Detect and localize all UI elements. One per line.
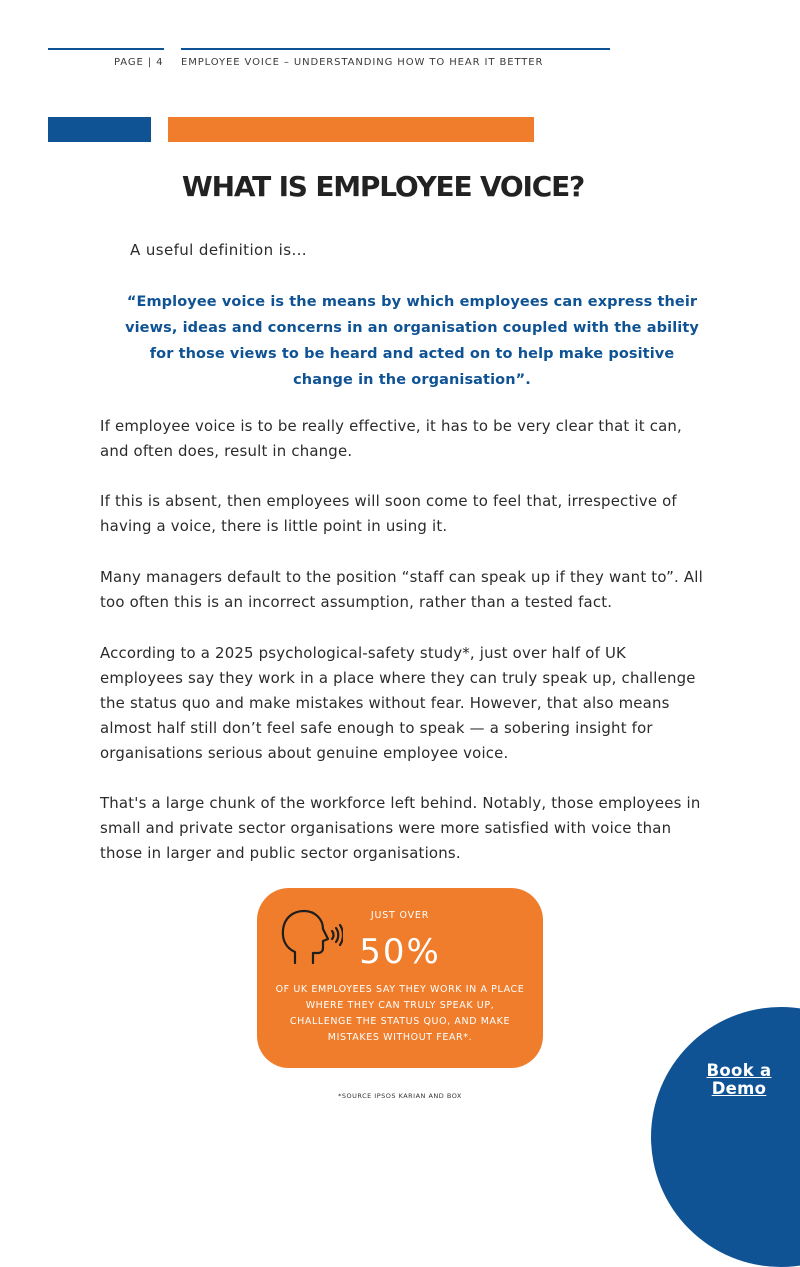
body-paragraph [100,641,750,766]
paragraph-line: the status quo and make mistakes without fear. However, that also means [100,694,670,712]
stat-value: 50% [359,932,441,972]
definition-quote: “Employee voice is the means by which employees can express their views, ideas and concerns in an organisation coupled with the ability for those views to be heard and acted on to help make positive change in the organisation”. [125,294,699,388]
book-demo-link[interactable]: Book a Demo [706,1061,772,1098]
paragraph-line: Many managers default to the position “staff can speak up if they want to”. All [100,568,703,586]
paragraph-line: employees say they work in a place where they can truly speak up, challenge [100,669,696,687]
paragraph-line: and often does, result in change. [100,442,353,460]
intro-text: A useful definition is... [130,241,307,259]
paragraph-line: having a voice, there is little point in using it. [100,517,448,535]
header-rule-right [181,48,610,50]
blue-accent-bar [48,117,151,142]
paragraph-line: almost half still don’t feel safe enough to speak — a sobering insight for [100,719,653,737]
orange-accent-bar [168,117,534,142]
page-number: PAGE | 4 [114,57,164,68]
body-paragraph [100,565,750,615]
demo-corner-circle [651,1007,800,1267]
paragraph-line: That's a large chunk of the workforce left behind. Notably, those employees in [100,794,701,812]
body-paragraph [100,791,750,866]
stat-prefix: JUST OVER [370,910,430,921]
stat-callout-card [257,888,543,1068]
body-paragraph [100,414,750,464]
body-paragraph [100,489,750,539]
paragraph-line: If this is absent, then employees will soon come to feel that, irrespective of [100,492,677,510]
document-title: EMPLOYEE VOICE – UNDERSTANDING HOW TO HEAR IT BETTER [181,57,544,68]
header-rule-left [48,48,164,50]
paragraph-line: those in larger and public sector organisations. [100,844,461,862]
source-footnote: *SOURCE IPSOS KARIAN AND BOX [338,1092,462,1100]
paragraph-line: too often this is an incorrect assumption, rather than a tested fact. [100,593,613,611]
stat-description: OF UK EMPLOYEES SAY THEY WORK IN A PLACE WHERE THEY CAN TRULY SPEAK UP, CHALLENGE THE STATUS QUO, AND MAKE MISTAKES WITHOUT FEAR*. [275,984,525,1043]
paragraph-line: According to a 2025 psychological-safety study*, just over half of UK [100,644,627,662]
paragraph-line: If employee voice is to be really effective, it has to be very clear that it can, [100,417,682,435]
paragraph-line: small and private sector organisations were more satisfied with voice than [100,819,672,837]
paragraph-line: organisations serious about genuine employee voice. [100,744,509,762]
page-title: WHAT IS EMPLOYEE VOICE? [181,170,585,203]
